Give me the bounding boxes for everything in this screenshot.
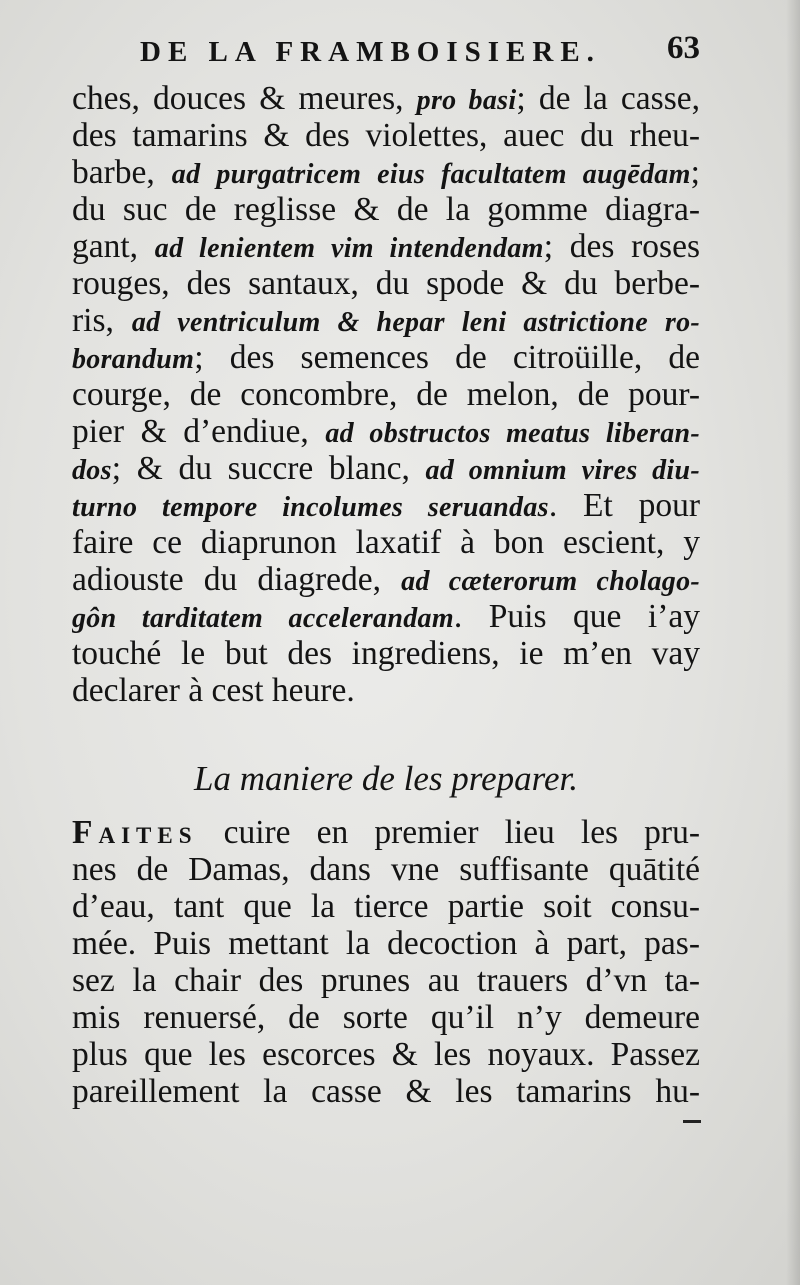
text-run: ches, douces & meures,	[72, 80, 417, 117]
text-line	[72, 925, 700, 962]
text-line	[72, 117, 700, 154]
text-run: declarer à cest heure.	[72, 672, 355, 709]
text-run: ; & du succre blanc,	[111, 450, 426, 487]
text-line	[72, 228, 700, 265]
text-line	[72, 80, 700, 117]
text-run: pier & d’endiue,	[72, 413, 326, 450]
text-line	[72, 376, 700, 413]
text-run: . Puis que i’ay	[453, 598, 700, 635]
text-run: des tamarins & des violettes, auec du rheu-	[72, 117, 700, 154]
text-run: ; de la casse,	[516, 80, 700, 117]
text-line	[72, 487, 700, 524]
catchword-mark	[683, 1120, 701, 1123]
text-run: mis renuersé, de sorte qu’il n’y demeure	[72, 999, 700, 1036]
text-line	[72, 302, 700, 339]
paragraph-preparation	[72, 814, 700, 1110]
page-header	[140, 30, 700, 72]
text-line	[72, 851, 700, 888]
latin-phrase: turno tempore incolumes seruandas	[72, 492, 549, 523]
text-run: du suc de reglisse & de la gomme diagra-	[72, 191, 700, 228]
text-line	[72, 339, 700, 376]
text-line	[72, 450, 700, 487]
text-line	[72, 888, 700, 925]
text-run: pareillement la casse & les tamarins hu-	[72, 1073, 700, 1110]
text-run: plus que les escorces & les noyaux. Passez	[72, 1036, 700, 1073]
latin-phrase: ad purgatricem eius facultatem augēdam	[171, 159, 691, 190]
text-line	[72, 672, 700, 709]
page-number: 63	[667, 30, 700, 66]
paragraph-ingredients	[72, 80, 700, 709]
text-run: faire ce diaprunon laxatif à bon escient, y	[72, 524, 700, 561]
latin-phrase: ad cæterorum cholago-	[401, 566, 700, 597]
text-run: sez la chair des prunes au trauers d’vn ta-	[72, 962, 700, 999]
text-line	[72, 265, 700, 302]
text-run: ;	[690, 154, 700, 191]
latin-phrase: ad obstructos meatus liberan-	[325, 418, 700, 449]
text-run: ; des semences de citroüille, de	[194, 339, 700, 376]
text-line	[72, 962, 700, 999]
lead-word: Faites	[72, 814, 198, 851]
text-line	[72, 1036, 700, 1073]
text-line	[72, 561, 700, 598]
text-run: ; des roses	[543, 228, 700, 265]
text-line	[72, 413, 700, 450]
latin-phrase: ad ventriculum & hepar leni astrictione ro-	[131, 307, 700, 338]
text-run: rouges, des santaux, du spode & du berbe-	[72, 265, 700, 302]
text-run: barbe,	[72, 154, 172, 191]
text-line	[72, 598, 700, 635]
text-run: adiouste du diagrede,	[72, 561, 402, 598]
text-line	[72, 635, 700, 672]
latin-phrase: pro basi	[416, 85, 517, 116]
text-run: mée. Puis mettant la decoction à part, pas-	[72, 925, 700, 962]
text-line	[72, 524, 700, 561]
text-run: ris,	[72, 302, 132, 339]
text-line	[72, 1073, 700, 1110]
text-line	[72, 154, 700, 191]
text-line	[72, 999, 700, 1036]
latin-phrase: ad lenientem vim intendendam	[154, 233, 544, 264]
section-heading: La maniere de les preparer.	[194, 759, 578, 798]
latin-phrase: borandum	[72, 344, 195, 375]
text-run: cuire en premier lieu les pru-	[197, 814, 700, 851]
text-run: nes de Damas, dans vne suffisante quātité	[72, 851, 700, 888]
text-run: touché le but des ingrediens, ie m’en vay	[72, 635, 700, 672]
text-run: gant,	[72, 228, 155, 265]
text-line	[72, 814, 700, 851]
text-run: d’eau, tant que la tierce partie soit consu-	[72, 888, 700, 925]
running-head: DE LA FRAMBOISIERE.	[140, 36, 601, 68]
text-run: . Et pour	[548, 487, 700, 524]
page-edge-shadow	[786, 0, 800, 1285]
text-run: courge, de concombre, de melon, de pour-	[72, 376, 700, 413]
latin-phrase: dos	[72, 455, 112, 486]
latin-phrase: ad omnium vires diu-	[425, 455, 700, 486]
latin-phrase: gôn tarditatem accelerandam	[72, 603, 454, 634]
text-line	[72, 191, 700, 228]
